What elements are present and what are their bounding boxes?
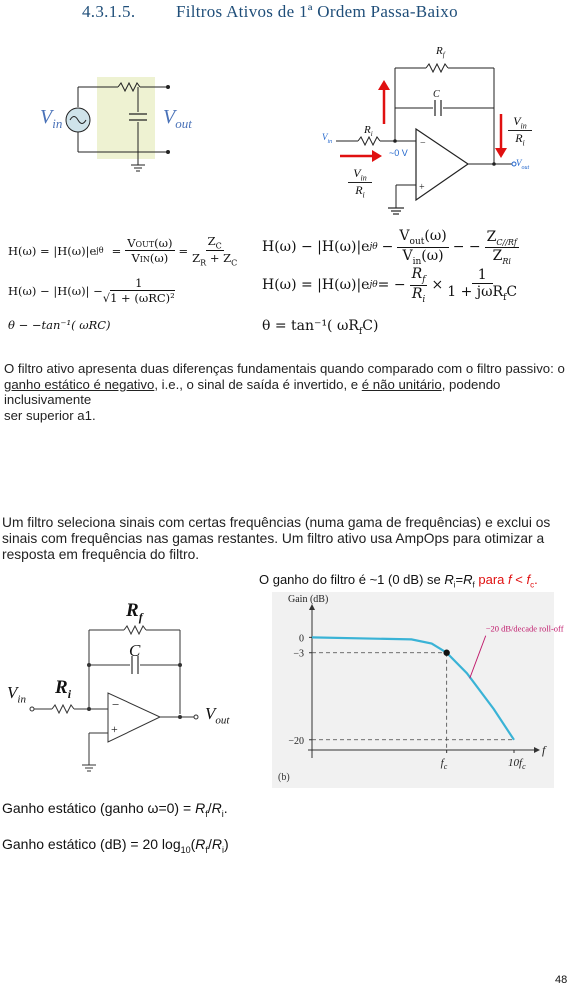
annotation-text: −20 dB/decade roll-off — [485, 623, 564, 634]
x-tick-label: $f_c$ — [440, 757, 448, 771]
eq-right-2: H(ω) = |H(ω)|e jθ = − $\frac{R_f}{R_i}$ × 1 1 + jωR$_f$C — [262, 266, 518, 305]
top-zero-v: ~0 V — [389, 148, 408, 158]
eq-left-phase: θ − −tan⁻¹( ωRC) — [8, 318, 111, 332]
bode-plot-panel — [272, 592, 564, 788]
bottom-vin-label: $V_{in}$ — [7, 683, 26, 706]
y-tick-label: 0 — [299, 633, 304, 645]
bode-plot — [272, 592, 564, 788]
panel-label: (b) — [278, 772, 290, 783]
static-gain-formula: Ganho estático (ganho $\omega=0) = R_f/R_i$. — [2, 800, 228, 819]
static-gain-db-formula: Ganho estático (dB) = 20 $\log_{10}(R_f/R_i)$ — [2, 836, 229, 855]
section-number: 4.3.1.5. — [82, 2, 136, 21]
svg-text:−: − — [420, 138, 426, 149]
y-axis-label: Gain (dB) — [288, 594, 329, 605]
x-tick-label: $10f_c$ — [508, 757, 526, 771]
x-axis-label: f — [542, 743, 546, 757]
svg-text:+: + — [419, 182, 425, 193]
top-vin-small: $V_{in}$ — [322, 132, 333, 145]
top-vout-small: $V_{out}$ — [516, 158, 530, 171]
bottom-vout-label: $V_{out}$ — [205, 704, 230, 727]
bottom-plus-label: + — [111, 722, 118, 736]
passive-vout-label: $V_{out}$ — [163, 106, 192, 131]
top-rf-label: $R_f$ — [436, 45, 445, 60]
bottom-minus-label: − — [112, 697, 120, 712]
active-lowpass-circuit-bottom — [0, 590, 250, 780]
section-heading — [82, 2, 458, 22]
paragraph-active-vs-passive: O filtro ativo apresenta duas diferenças fundamentais quando comparado com o filtro passivo: o ganho estático é negativo, i.e., o sinal de saída é invertido, e é não unitário, podendo inclusivamente ser superior a1. — [4, 361, 565, 423]
bottom-c-label: C — [129, 641, 141, 660]
eq-left-h: H(ω) = |H(ω)|e jθ = VOUT(ω) VIN(ω) = $\frac{Z_C}{Z_R + Z_C}$ — [8, 234, 238, 268]
top-c-label: C — [433, 89, 440, 100]
feedback-resistor — [124, 626, 146, 634]
y-tick-label: −3 — [293, 648, 304, 660]
bottom-rf-label: $R_f$ — [126, 600, 143, 624]
top-ri-label: $R_i$ — [364, 124, 373, 139]
annotation-leader — [470, 636, 486, 679]
section-title: Filtros Ativos de 1ª Ordem Passa-Baixo — [175, 2, 458, 21]
top-frac-right: $V_{in}$ $R_i$ — [508, 114, 532, 148]
x-axis-arrow — [534, 747, 540, 753]
top-frac-left: $V_{in}$ $R_i$ — [348, 166, 372, 200]
gain-note: O ganho do filtro é ~1 (0 dB) se $R_i=R_f$ para $f < f_c$. — [259, 572, 538, 590]
feedback-resistor — [426, 64, 448, 72]
eq-right-3: θ = tan⁻¹( $\omega R_fC$) — [262, 318, 379, 337]
bottom-ri-label: $R_i$ — [55, 677, 72, 701]
passive-vin-label: $V_{in}$ — [40, 106, 63, 131]
input-resistor — [358, 137, 380, 145]
input-resistor — [52, 705, 74, 713]
eq-right-1: H(ω) − |H(ω)|e jθ − $V_{out}(\omega)$ $V_{in}(\omega)$ − − $Z_{C//Rf}$ $Z_{Ri}$ — [262, 228, 517, 267]
cutoff-point — [443, 650, 449, 656]
paragraph-filter-definition: Um filtro seleciona sinais com certas frequências (numa gama de frequências) e exclui os sinais com frequências nas gamas restantes. Um filtro ativo usa AmpOps para otimizar a resposta em frequência do filtro. — [2, 515, 551, 562]
page-number: 48 — [555, 974, 568, 986]
eq-left-mag: H(ω) − |H(ω)| − 1 √1 + (ωRC)² — [8, 276, 175, 305]
y-tick-label: −20 — [288, 735, 304, 747]
